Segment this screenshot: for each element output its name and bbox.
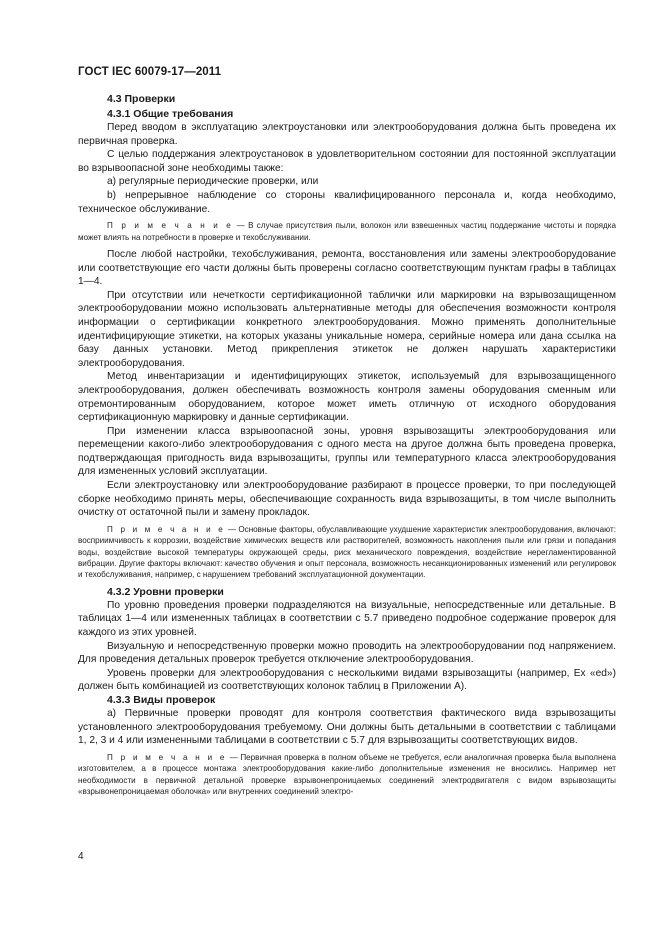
- document-header: ГОСТ IEC 60079-17—2011: [78, 66, 222, 78]
- note-label: П р и м е ч а н и е: [107, 752, 228, 762]
- note: [78, 524, 616, 581]
- note-label: П р и м е ч а н и е: [107, 221, 234, 231]
- paragraph: Визуальную и непосредственную проверки можно проводить на электрооборудовании под напряжением. Для проведения детальных проверок требуется отключение электрооборудования.: [78, 640, 616, 666]
- paragraph: а) Первичные проверки проводят для контроля соответствия фактического вида взрывозащиты установленного электрооборудования требуемому. Они должны быть детальными в соответствии с таблицами 1, 2, 3 и 4 или измененными таблицами в соответствии с 5.7 для взрывозащиты соответствующих видов.: [78, 708, 616, 747]
- paragraph: Метод инвентаризации и идентифицирующих этикеток, используемый для взрывозащищенного электрооборудования, должен обеспечивать возможность контроля замены оборудования сменным или отремонтированным оборудованием, которое может иметь отличную от исходного оборудования сертификационную маркировку и данные сертификации.: [78, 371, 616, 424]
- note: [78, 220, 616, 243]
- paragraph: По уровню проведения проверки подразделяются на визуальные, непосредственные или детальные. В таблицах 1—4 или измененных таблицах в соответствии с 5.7 приведено подробное содержание проверок для каждого из этих уровней.: [78, 599, 616, 639]
- section-heading-4-3: 4.3 Проверки: [107, 93, 176, 105]
- page-number: 4: [78, 851, 84, 862]
- page-content: [78, 93, 616, 802]
- note: [78, 752, 616, 798]
- note-text: — Первичная проверка в полном объеме не требуется, если аналогичная проверка была выполнена изготовителем, а в процессе монтажа электрооборудования какие-либо дополнительные изменения не вносились. Например нет необходимости в первичной детальной проверке взрывонепроницаемых соединений электродвигателя с видом взрывозащиты «взрывонепроницаемая оболочка» или внутренних соединений электро-: [78, 752, 616, 797]
- note-text: — Основные факторы, обуславливающие ухудшение характеристик электрооборудования, включают: восприимчивость к коррозии, воздействие химических веществ или растворителей, возможность накопления пыли или грязи и попадания воды, воздействие высокой температуры окружающей среды, риск механического повреждения, воздействие нерегламентированной вибрации. Другие факторы включают: качество обучения и опыт персонала, возможность несанкционированных изменений или регулировок и техобслуживания, например, с нарушением требований эксплуатационной документации.: [78, 524, 616, 580]
- paragraph: Уровень проверки для электрооборудования с несколькими видами взрывозащиты (например, Ex «ed») должен быть комбинацией из соответствующих колонок таблиц в Приложении А).: [78, 667, 616, 693]
- paragraph: Если электроустановку или электрооборудование разбирают в процессе проверки, то при последующей сборке необходимо принять меры, обеспечивающие сохранность вида взрывозащиты, в том числе выполнить очистку от остаточной пыли и замену прокладок.: [78, 480, 616, 519]
- paragraph: Перед вводом в эксплуатацию электроустановки или электрооборудования должна быть проведена их первичная проверка.: [78, 122, 616, 147]
- paragraph: После любой настройки, техобслуживания, ремонта, восстановления или замены электрооборудование или соответствующие его части должны быть проверены согласно соответствующим пунктам графы в таблицах 1—4.: [78, 248, 616, 288]
- list-item-a: a) регулярные периодические проверки, или: [107, 176, 319, 188]
- subsection-heading-4-3-2: 4.3.2 Уровни проверки: [107, 585, 224, 598]
- list-item-b: b) непрерывное наблюдение со стороны квалифицированного персонала и, когда необходимо, техническое обслуживание.: [78, 189, 616, 215]
- paragraph: При изменении класса взрывоопасной зоны, уровня взрывозащиты электрооборудования или перемещении какого-либо электрооборудования с одного места на другое должна быть проведена проверка, подтверждающая пригодность вида взрывозащиты, группы или температурного класса электрооборудования для измененных условий эксплуатации.: [78, 425, 616, 478]
- paragraph: С целью поддержания электроустановок в удовлетворительном состоянии для постоянной эксплуатации во взрывоопасной зоне необходимы также:: [78, 149, 616, 174]
- note-label: П р и м е ч а н и е: [107, 524, 226, 534]
- subsection-heading-4-3-1: 4.3.1 Общие требования: [107, 108, 234, 120]
- note-text: — В случае присутствия пыли, волокон или взвешенных частиц поддержание чистоты и порядка может влиять на потребности в проверке и техобслуживании.: [78, 221, 616, 242]
- paragraph: При отсутствии или нечеткости сертификационной таблички или маркировки на взрывозащищенном электрооборудовании можно использовать альтернативные методы для обеспечения возможности контроля информации о сертификации конкретного электрооборудования. Можно применять дополнительные идентифицирующие этикетки, на которых указаны уникальные номера, серийные номера или дана ссылка на базу данных установки. Метод прикрепления этикеток не должен нарушать характеристики электрооборудования.: [78, 289, 616, 369]
- subsection-heading-4-3-3: 4.3.3 Виды проверок: [107, 694, 216, 707]
